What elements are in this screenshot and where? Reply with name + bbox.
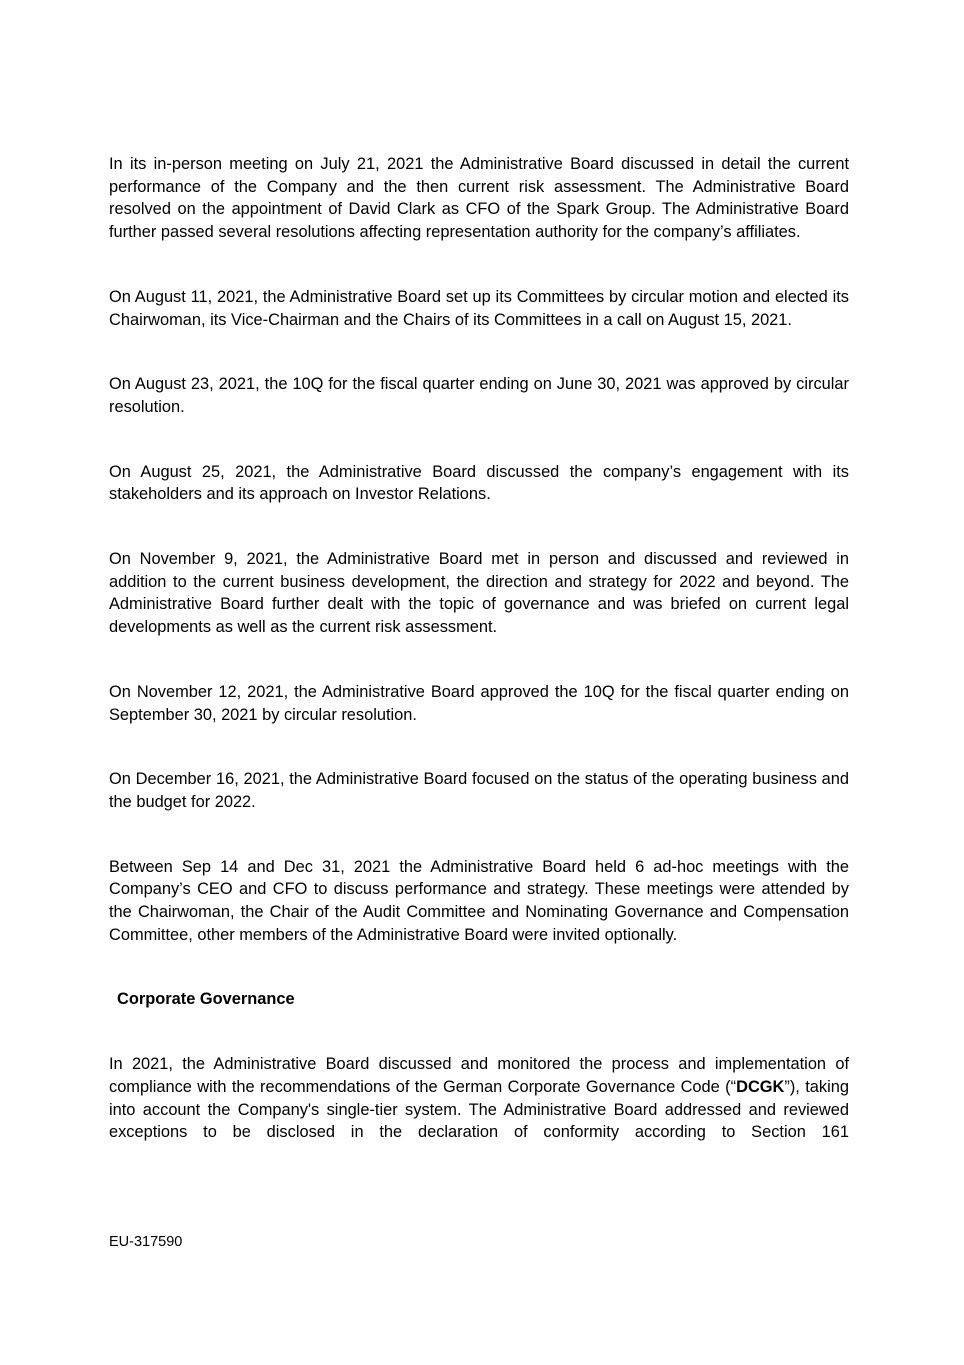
paragraph-november-9: On November 9, 2021, the Administrative Board met in person and discussed and reviewed in addition to the current business development, the direction and strategy for 2022 and beyond. The Administrative Board further dealt with the topic of governance and was briefed on current legal developments as well as the current risk assessment. (109, 550, 849, 637)
section-heading: Corporate Governance (117, 990, 295, 1009)
paragraph-december-16: On December 16, 2021, the Administrative Board focused on the status of the operating business and the budget for 2022. (109, 770, 849, 811)
document-id-footer: EU-317590 (109, 1234, 183, 1250)
paragraph-corporate-governance (109, 1053, 849, 1144)
paragraph-adhoc-meetings: Between Sep 14 and Dec 31, 2021 the Administrative Board held 6 ad-hoc meetings with the Company’s CEO and CFO to discuss performance and strategy. These meetings were attended by the Chairwoman, the Chair of the Audit Committee and Nominating Governance and Compensation Committee, other members of the Administrative Board were invited optionally. (109, 857, 849, 944)
dcgk-abbreviation: DCGK (736, 1077, 785, 1096)
paragraph-august-25: On August 25, 2021, the Administrative Board discussed the company’s engagement with its stakeholders and its approach on Investor Relations. (109, 462, 849, 504)
paragraph-august-11: On August 11, 2021, the Administrative Board set up its Committees by circular motion and elected its Chairwoman, its Vice-Chairman and the Chairs of its Committees in a call on August 15, 2021. (109, 287, 849, 329)
document-body (109, 153, 849, 1144)
paragraph-august-23: On August 23, 2021, the 10Q for the fiscal quarter ending on June 30, 2021 was approved by circular resolution. (109, 375, 849, 416)
governance-text-part2: ”), taking into account the Company's single-tier system. The Administrative Board addressed and reviewed exceptions to be disclosed in the declaration of conformity according to Section 161 (109, 1077, 849, 1142)
paragraph-july-21: In its in-person meeting on July 21, 2021 the Administrative Board discussed in detail the current performance of the Company and the then current risk assessment. The Administrative Board resolved on the appointment of David Clark as CFO of the Spark Group. The Administrative Board further passed several resolutions affecting representation authority for the company’s affiliates. (109, 155, 849, 242)
paragraph-november-12: On November 12, 2021, the Administrative Board approved the 10Q for the fiscal quarter ending on September 30, 2021 by circular resolution. (109, 682, 849, 724)
governance-text-part1: In 2021, the Administrative Board discussed and monitored the process and implementation of compliance with the recommendations of the German Corporate Governance Code (“ (109, 1055, 849, 1096)
